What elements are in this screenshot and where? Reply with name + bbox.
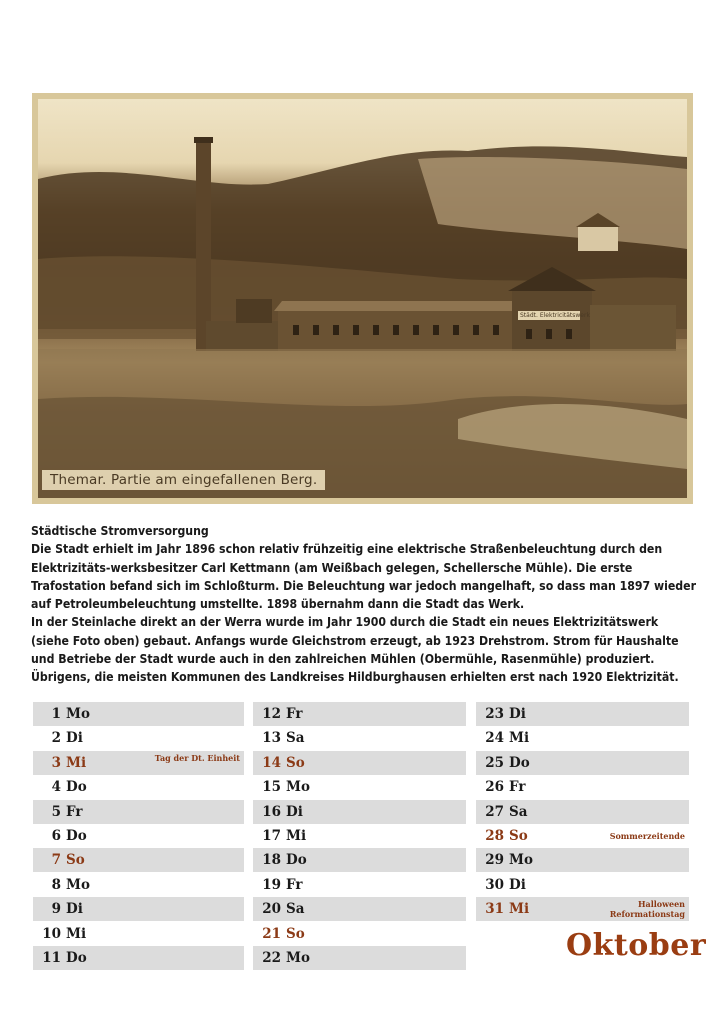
day-name: Mo: [286, 950, 310, 966]
day-note-line: Halloween: [637, 899, 685, 910]
day-name: Do: [286, 852, 307, 869]
day-number: 9: [51, 901, 61, 918]
day-name: Mo: [66, 706, 90, 722]
day-number: 30: [485, 876, 504, 893]
calendar-day-row: [476, 751, 689, 775]
day-number: 2: [51, 730, 61, 747]
calendar-day-row: [33, 702, 244, 726]
calendar-day-row: [253, 726, 466, 750]
day-number: 23: [485, 706, 504, 722]
day-name: Do: [66, 828, 87, 844]
calendar-day-row: [476, 897, 689, 921]
calendar-day-row: [33, 946, 244, 970]
day-name: Do: [66, 950, 87, 966]
calendar-day-row: [253, 702, 466, 726]
calendar-day-row: [33, 897, 244, 921]
day-number: 27: [485, 803, 504, 820]
day-number: 21: [262, 925, 281, 942]
calendar-day-row: [476, 775, 689, 799]
day-name: Mo: [509, 852, 533, 869]
calendar-day-row: [476, 873, 689, 897]
day-number: 31: [485, 901, 504, 918]
calendar-day-row: [253, 848, 466, 872]
day-number: 8: [51, 876, 61, 893]
day-number: 11: [42, 950, 61, 966]
calendar-day-row: [33, 751, 244, 775]
day-name: So: [66, 852, 85, 869]
day-number: 28: [485, 828, 504, 844]
calendar-day-row: [33, 922, 244, 946]
day-name: Sa: [286, 901, 305, 918]
calendar-day-row: [33, 800, 244, 824]
day-name: Mi: [509, 730, 530, 747]
day-number: 3: [51, 754, 61, 771]
day-number: 4: [51, 779, 61, 796]
article-title: Städtische Stromversorgung: [31, 524, 209, 538]
day-name: Mi: [286, 828, 307, 844]
calendar-day-row: [33, 873, 244, 897]
photo-frame: [32, 93, 693, 504]
day-number: 24: [485, 730, 504, 747]
calendar-day-row: [33, 726, 244, 750]
day-number: 16: [262, 803, 281, 820]
calendar-day-row: [253, 946, 466, 970]
calendar-day-row: [253, 800, 466, 824]
calendar-day-row: [33, 824, 244, 848]
day-name: Fr: [286, 706, 303, 722]
day-number: 10: [42, 925, 61, 942]
day-name: So: [509, 828, 528, 844]
calendar-day-row: [253, 775, 466, 799]
day-name: Di: [66, 730, 83, 747]
day-name: Sa: [509, 803, 528, 820]
day-note: [610, 832, 685, 842]
day-note-line: Reformationstag: [609, 908, 685, 919]
day-note: [155, 754, 240, 764]
day-number: 19: [262, 876, 281, 893]
day-name: Fr: [66, 803, 83, 820]
calendar-day-row: [33, 848, 244, 872]
calendar-day-row: [476, 726, 689, 750]
day-note-line: Sommerzeitende: [609, 831, 685, 841]
day-number: 22: [262, 950, 281, 966]
day-number: 25: [485, 754, 504, 771]
day-number: 5: [51, 803, 61, 820]
calendar-day-row: [476, 800, 689, 824]
article-paragraph: Übrigens, die meisten Kommunen des Landkreises Hildburghausen erhielten erst nach 1920 Elektrizität.: [31, 670, 679, 685]
day-number: 18: [262, 852, 281, 869]
day-number: 29: [485, 852, 504, 869]
day-name: Mi: [509, 901, 530, 918]
day-name: Di: [509, 706, 526, 722]
day-number: 15: [262, 779, 281, 796]
day-name: Di: [286, 803, 303, 820]
day-name: Di: [66, 901, 83, 918]
day-number: 13: [262, 730, 281, 747]
article-paragraph: Die Stadt erhielt im Jahr 1896 schon relativ frühzeitig eine elektrische Straßenbeleuchtung durch den Elektrizitäts-werksbesitzer Carl Kettmann (am Weißbach gelegen, Schellersche Mühle). Die erste Trafostation befand sich im Schloßturm. Die Beleuchtung war jedoch mangelhaft, so dass man 1897 wieder auf Petroleumbeleuchtung umstellte. 1898 übernahm dann die Stadt das Werk.: [31, 542, 696, 612]
day-name: Sa: [286, 730, 305, 747]
day-number: 26: [485, 779, 504, 796]
day-name: Mi: [66, 925, 87, 942]
day-name: So: [286, 925, 305, 942]
day-number: 1: [51, 706, 61, 722]
day-number: 17: [262, 828, 281, 844]
day-name: Fr: [286, 876, 303, 893]
calendar-day-row: [253, 751, 466, 775]
photo-illustration: [38, 99, 687, 498]
day-name: Mi: [66, 754, 87, 771]
day-number: 12: [262, 706, 281, 722]
day-name: Di: [509, 876, 526, 893]
article-paragraph: In der Steinlache direkt an der Werra wurde im Jahr 1900 durch die Stadt ein neues Elektrizitätswerk (siehe Foto oben) gebaut. Anfangs wurde Gleichstrom erzeugt, ab 1923 Drehstrom. Strom für Haushalte und Betriebe der Stadt wurde auch in den zahlreichen Mühlen (Obermühle, Rasenmühle) produziert.: [31, 615, 679, 667]
photo-caption: Themar. Partie am eingefallenen Berg.: [42, 470, 325, 490]
calendar-day-row: [476, 702, 689, 726]
day-name: Mo: [66, 876, 90, 893]
day-name: So: [286, 754, 305, 771]
article: [31, 522, 696, 687]
calendar-day-row: [253, 897, 466, 921]
calendar-day-row: [33, 775, 244, 799]
factory-sign: Städt. Elektricitätswerk: [520, 312, 590, 319]
calendar-day-row: [253, 824, 466, 848]
day-number: 6: [51, 828, 61, 844]
day-name: Do: [509, 754, 530, 771]
day-number: 20: [262, 901, 281, 918]
day-name: Fr: [509, 779, 526, 796]
historic-photo: [38, 99, 687, 498]
day-note: [610, 900, 685, 919]
day-name: Mo: [286, 779, 310, 796]
calendar-day-row: [253, 873, 466, 897]
calendar-day-row: [253, 922, 466, 946]
day-note-line: Tag der Dt. Einheit: [154, 752, 240, 763]
month-title: Oktober: [566, 928, 707, 963]
calendar-day-row: [476, 824, 689, 848]
day-name: Do: [66, 779, 87, 796]
calendar-day-row: [476, 848, 689, 872]
day-number: 7: [51, 852, 61, 869]
day-number: 14: [262, 754, 281, 771]
